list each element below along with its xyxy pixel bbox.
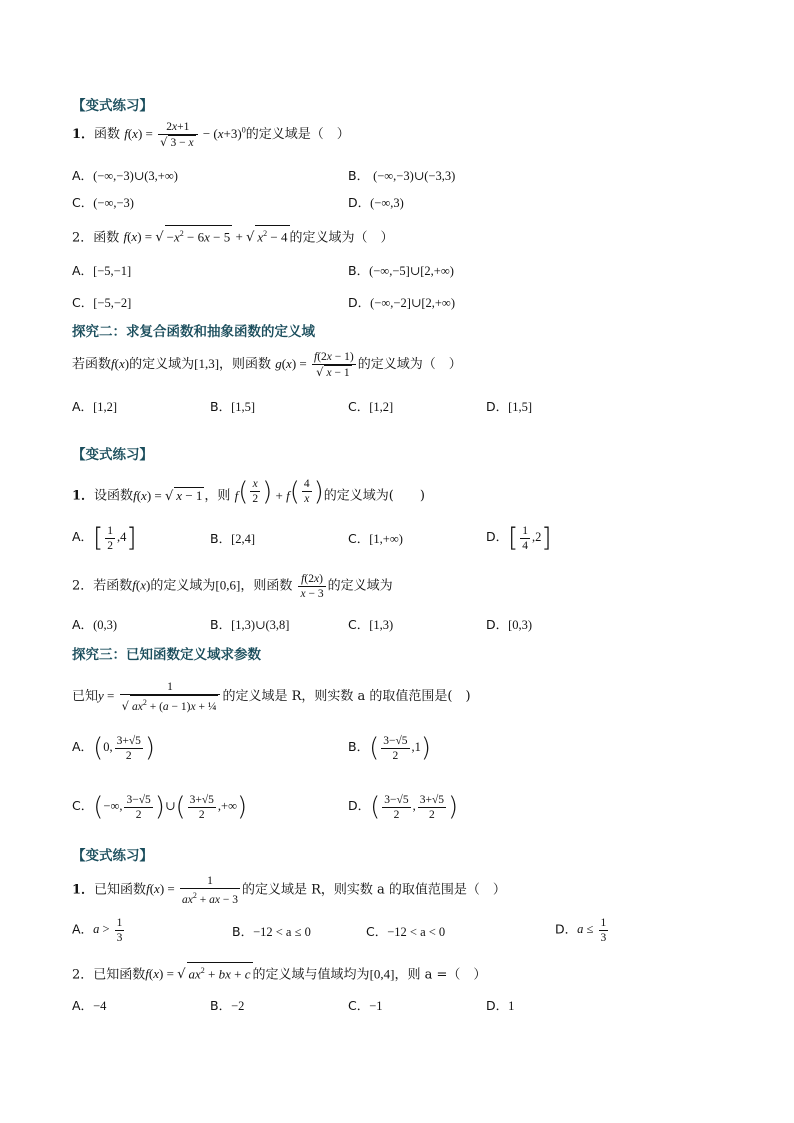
formula: f(x) bbox=[111, 355, 130, 371]
question-number: 2． bbox=[72, 578, 94, 594]
option-a[interactable]: A．a > $\frac{1}{3}$ bbox=[72, 917, 123, 944]
formula: f(x) = $\frac{1}{ax^2 + ax - 3}$ bbox=[146, 875, 238, 906]
formula: g(x) = $\frac{f(2x - 1)}{√ x - 1}$ bbox=[275, 351, 354, 379]
question-v2-2: 2．若函数f(x)的定义域为[0,6]，则函数 $\frac{f(2x)}{x - 3}$ 的定义域为 bbox=[72, 573, 393, 600]
option-d[interactable]: D．[0,3) bbox=[486, 617, 533, 632]
domain-value: [1,3] bbox=[194, 355, 220, 371]
question-stem: 函数 bbox=[93, 230, 120, 246]
option-c[interactable]: C．[1,+∞) bbox=[348, 531, 403, 546]
question-explore-3 bbox=[72, 680, 471, 714]
option-c[interactable]: C．−1 bbox=[348, 998, 383, 1013]
question-number: 1． bbox=[72, 488, 95, 504]
option-d[interactable]: D．( $\frac{3-√5}{2}$ , $\frac{3+√5}{2}$ ) bbox=[348, 792, 459, 822]
section-heading-variant-3: 【变式练习】 bbox=[72, 848, 153, 864]
option-a[interactable]: A．[1,2] bbox=[72, 399, 118, 414]
option-a[interactable]: A．(0, $\frac{3+√5}{2}$ ) bbox=[72, 733, 156, 763]
option-b[interactable]: B．[2,4] bbox=[210, 531, 256, 546]
option-c[interactable]: C．(−∞, $\frac{3-√5}{2}$ )∪( $\frac{3+√5}{2}$ ,+∞) bbox=[72, 792, 248, 822]
option-b[interactable]: B． (−∞,−3)∪(−3,3) bbox=[348, 168, 456, 183]
question-stem-end: 的定义域是 R，则实数 a 的取值范围是（ ） bbox=[241, 882, 506, 898]
question-stem: 函数 bbox=[94, 126, 121, 142]
formula: f(x) = √ $ax^2$ + bx + c bbox=[145, 966, 252, 981]
section-heading-explore-2: 探究二：求复合函数和抽象函数的定义域 bbox=[72, 324, 315, 340]
option-d[interactable]: D．a ≤ $\frac{1}{3}$ bbox=[555, 917, 607, 944]
question-stem-end: 的定义域为（ ） bbox=[357, 356, 462, 372]
formula: $\frac{f(2x)}{x - 3}$ bbox=[300, 573, 324, 600]
question-explore-2: 若函数f(x)的定义域为[1,3]，则函数 g(x) = $\frac{f(2x - 1)}{√ x - 1}$ 的定义域为（ ） bbox=[72, 351, 462, 379]
option-b[interactable]: B．( $\frac{3-√5}{2}$ ,1) bbox=[348, 733, 432, 763]
question-number: 1． bbox=[72, 126, 95, 142]
option-d[interactable]: D．[ $\frac{1}{4}$ ,2] bbox=[486, 523, 552, 553]
option-b[interactable]: B．−2 bbox=[210, 998, 245, 1013]
option-d[interactable]: D．1 bbox=[486, 998, 515, 1013]
option-b[interactable]: B．[1,3)∪(3,8] bbox=[210, 617, 290, 632]
option-a[interactable]: A．(−∞,−3)∪(3,+∞) bbox=[72, 168, 178, 183]
question-stem-end: ，则 a =（ ） bbox=[394, 967, 487, 983]
question-stem: 已知函数 bbox=[94, 882, 147, 898]
question-stem-end: 的定义域为 bbox=[327, 578, 393, 594]
option-d[interactable]: D．[1,5] bbox=[486, 399, 533, 414]
option-c[interactable]: C．(−∞,−3) bbox=[72, 195, 134, 210]
question-stem: 若函数 bbox=[72, 356, 112, 372]
option-b[interactable]: B．(−∞,−5]∪[2,+∞) bbox=[348, 263, 454, 278]
question-stem-end: 的定义域是（ ） bbox=[245, 126, 350, 142]
option-a[interactable]: A．[−5,−1] bbox=[72, 263, 132, 278]
domain-value: [0,4] bbox=[369, 966, 395, 982]
question-v3-2: 2．已知函数f(x) = √ $ax^2$ + bx + c 的定义域与值域均为[0,4]，则 a =（ ） bbox=[72, 962, 486, 983]
question-stem-end: 的定义域为（ ） bbox=[289, 230, 394, 246]
question-number: 2． bbox=[72, 967, 94, 983]
question-stem-end: 的定义域是 R，则实数 a 的取值范围是( ) bbox=[222, 688, 471, 704]
option-a[interactable]: A．[ $\frac{1}{2}$ ,4] bbox=[72, 523, 137, 553]
option-c[interactable]: C．[1,3) bbox=[348, 617, 394, 632]
question-v3-1 bbox=[72, 874, 506, 907]
option-c[interactable]: C．−12 < a < 0 bbox=[366, 924, 446, 939]
question-stem: 设函数 bbox=[94, 488, 134, 504]
question-v2-1: 1．设函数f(x) = √ x − 1 ，则 f ( $\frac{x}{2}$ ) + f ( $\frac{4}{x}$ ) 的定义域为( ) bbox=[72, 476, 425, 507]
domain-value: [0,6] bbox=[215, 577, 241, 593]
section-heading-explore-3: 探究三：已知函数定义域求参数 bbox=[72, 647, 261, 663]
formula: f(x) bbox=[132, 577, 151, 593]
formula: f ( $\frac{x}{2}$ ) + f ( $\frac{4}{x}$ ) bbox=[234, 476, 324, 507]
option-a[interactable]: A．−4 bbox=[72, 998, 107, 1013]
option-b[interactable]: B．[1,5] bbox=[210, 399, 256, 414]
formula: f(x) = $\frac{2x+1}{√ 3 - x}$ − $(x+3)^0$ bbox=[124, 121, 246, 149]
question-stem: 已知 bbox=[72, 688, 99, 704]
formula: f(x) = √ $-x^2 - 6x - 5$ + √ $x^2 - 4$ bbox=[123, 229, 289, 244]
option-b[interactable]: B．−12 < a ≤ 0 bbox=[232, 924, 311, 939]
section-heading-variant-2: 【变式练习】 bbox=[72, 447, 153, 463]
question-v1-1 bbox=[72, 120, 350, 150]
option-d[interactable]: D．(−∞,3) bbox=[348, 195, 404, 210]
formula: y = $\frac{1}{√ ax^2 + (a - 1)x + \frac{1}{4}}$ bbox=[98, 688, 222, 703]
question-number: 1． bbox=[72, 882, 95, 898]
option-c[interactable]: C．[−5,−2] bbox=[72, 295, 132, 310]
question-stem: 已知函数 bbox=[93, 967, 146, 983]
option-a[interactable]: A．(0,3) bbox=[72, 617, 118, 632]
question-stem: 若函数 bbox=[93, 578, 133, 594]
question-stem-end: 的定义域为( ) bbox=[323, 488, 425, 504]
section-heading-variant-1: 【变式练习】 bbox=[72, 98, 153, 114]
option-c[interactable]: C．[1,2] bbox=[348, 399, 394, 414]
formula: f(x) = √ x − 1 bbox=[133, 487, 203, 504]
option-d[interactable]: D．(−∞,−2]∪[2,+∞) bbox=[348, 295, 455, 310]
question-number: 2． bbox=[72, 230, 94, 246]
question-v1-2 bbox=[72, 225, 394, 246]
